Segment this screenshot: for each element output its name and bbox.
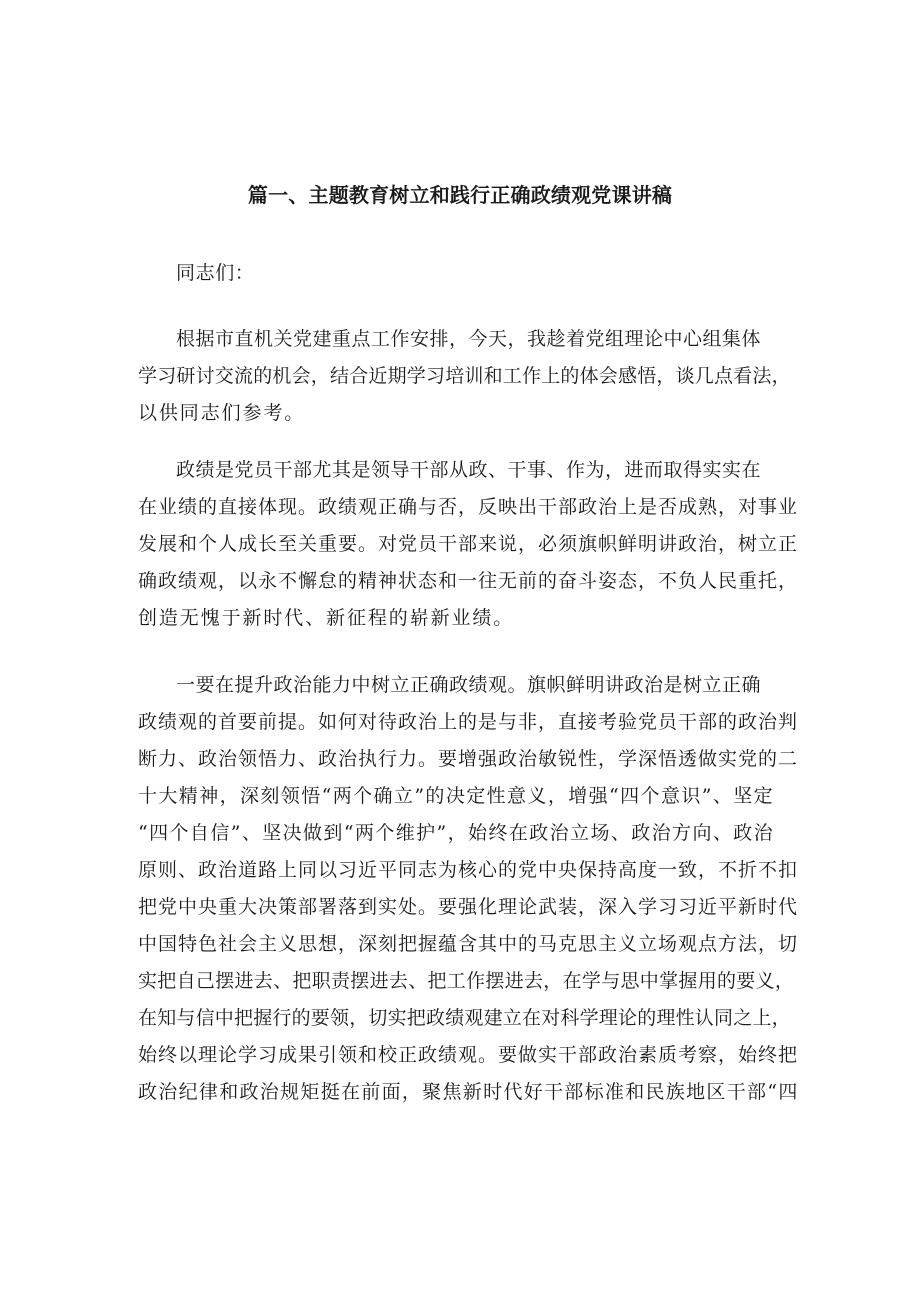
paragraph-definition xyxy=(138,452,800,637)
paragraph-line: 学习研讨交流的机会，结合近期学习培训和工作上的体会感悟，谈几点看法， xyxy=(138,365,791,387)
paragraph-line: 创造无愧于新时代、新征程的崭新业绩。 xyxy=(138,607,515,629)
paragraph-line: 发展和个人成长至关重要。对党员干部来说，必须旗帜鲜明讲政治，树立正 xyxy=(138,533,799,555)
paragraph-line: 始终以理论学习成果引领和校正政绩观。要做实干部政治素质考察，始终把 xyxy=(138,1044,799,1066)
paragraph-line: 把党中央重大决策部署落到实处。要强化理论武装，深入学习习近平新时代 xyxy=(138,896,799,918)
paragraph-line: 政绩是党员干部尤其是领导干部从政、干事、作为，进而取得实实在 xyxy=(176,459,762,481)
paragraph-line: 以供同志们参考。 xyxy=(138,402,306,424)
paragraph-line: 根据市直机关党建重点工作安排，今天，我趁着党组理论中心组集体 xyxy=(176,328,762,350)
paragraph-line: 政绩观的首要前提。如何对待政治上的是与非，直接考验党员干部的政治判 xyxy=(138,711,799,733)
paragraph-line: 政治纪律和政治规矩挺在前面，聚焦新时代好干部标准和民族地区干部“四 xyxy=(138,1081,799,1103)
paragraph-line: 十大精神，深刻领悟“两个确立”的决定性意义，增强“四个意识”、坚定 xyxy=(138,785,775,807)
salutation xyxy=(138,255,800,292)
paragraph-line: 断力、政治领悟力、政治执行力。要增强政治敏锐性，学深悟透做实党的二 xyxy=(138,748,799,770)
paragraph-line: 实把自己摆进去、把职责摆进去、把工作摆进去，在学与思中掌握用的要义， xyxy=(138,970,795,992)
salutation-line: 同志们： xyxy=(176,262,255,284)
paragraph-line: 在知与信中把握行的要领，切实把政绩观建立在对科学理论的理性认同之上， xyxy=(138,1007,791,1029)
paragraph-intro xyxy=(138,321,800,432)
paragraph-line: 在业绩的直接体现。政绩观正确与否，反映出干部政治上是否成熟，对事业 xyxy=(138,496,799,518)
paragraph-line: 一要在提升政治能力中树立正确政绩观。旗帜鲜明讲政治是树立正确 xyxy=(176,674,762,696)
document-title: 篇一、主题教育树立和践行正确政绩观党课讲稿 xyxy=(247,183,673,207)
paragraph-line: 中国特色社会主义思想，深刻把握蕴含其中的马克思主义立场观点方法，切 xyxy=(138,933,799,955)
paragraph-line: 原则、政治道路上同以习近平同志为核心的党中央保持高度一致，不折不扣 xyxy=(138,859,799,881)
paragraph-line: “四个自信”、坚决做到“两个维护”，始终在政治立场、政治方向、政治 xyxy=(138,822,775,844)
paragraph-line: 确政绩观，以永不懈怠的精神状态和一往无前的奋斗姿态，不负人民重托， xyxy=(138,570,799,592)
paragraph-point-one xyxy=(138,667,800,1111)
